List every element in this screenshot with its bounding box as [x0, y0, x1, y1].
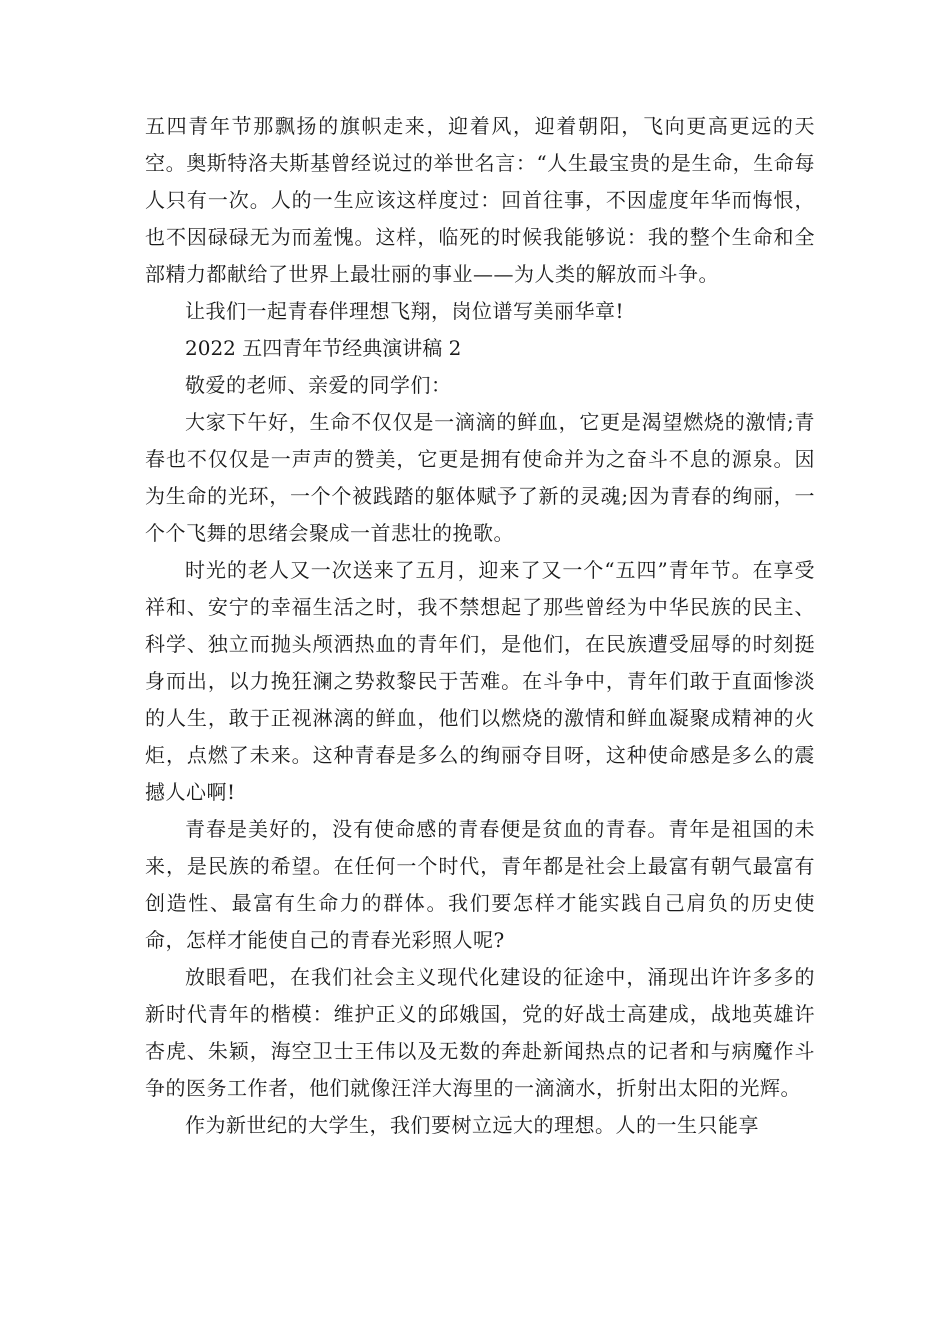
- paragraph-greeting: 大家下午好，生命不仅仅是一滴滴的鲜血，它更是渴望燃烧的激情;青春也不仅仅是一声声的赞美，它更是拥有使命并为之奋斗不息的源泉。因为生命的光环，一个个被践踏的躯体赋予了新的灵魂;因为青春的绚丽，一个个飞舞的思绪会聚成一首悲壮的挽歌。: [145, 410, 815, 545]
- paragraph-continuation: 五四青年节那飘扬的旗帜走来，迎着风，迎着朝阳，飞向更高更远的天空。奥斯特洛夫斯基曾经说过的举世名言：“人生最宝贵的是生命，生命每人只有一次。人的一生应该这样度过：回首往事，不因虚度年华而悔恨，也不因碌碌无为而羞愧。这样，临死的时候我能够说：我的整个生命和全部精力都献给了世界上最壮丽的事业——为人类的解放而斗争。: [145, 114, 815, 286]
- salutation: 敬爱的老师、亲爱的同学们：: [185, 373, 452, 397]
- speech-title: 2022 五四青年节经典演讲稿 2: [185, 336, 462, 360]
- paragraph-youth: 青春是美好的，没有使命感的青春便是贫血的青春。青年是祖国的未来，是民族的希望。在任何一个时代，青年都是社会上最富有朝气最富有创造性、最富有生命力的群体。我们要怎样才能实践自己肩负的历史使命，怎样才能使自己的青春光彩照人呢?: [145, 817, 815, 952]
- paragraph-may-fourth: 时光的老人又一次送来了五月，迎来了又一个“五四”青年节。在享受祥和、安宁的幸福生活之时，我不禁想起了那些曾经为中华民族的民主、科学、独立而抛头颅洒热血的青年们，是他们，在民族遭受屈辱的时刻挺身而出，以力挽狂澜之势救黎民于苦难。在斗争中，青年们敢于直面惨淡的人生，敢于正视淋漓的鲜血，他们以燃烧的激情和鲜血凝聚成精神的火炬，点燃了未来。这种青春是多么的绚丽夺目呀，这种使命感是多么的震撼人心啊!: [145, 558, 815, 804]
- paragraph-role-models: 放眼看吧，在我们社会主义现代化建设的征途中，涌现出许许多多的新时代青年的楷模：维护正义的邱娥国，党的好战士高建成，战地英雄许杏虎、朱颖，海空卫士王伟以及无数的奔赴新闻热点的记者和与病魔作斗争的医务工作者，他们就像汪洋大海里的一滴滴水，折射出太阳的光辉。: [145, 965, 815, 1100]
- document-body: [145, 108, 815, 1144]
- paragraph-closing-line: 让我们一起青春伴理想飞翔，岗位谱写美丽华章!: [185, 299, 625, 323]
- paragraph-university-students: 作为新世纪的大学生，我们要树立远大的理想。人的一生只能享: [185, 1113, 759, 1137]
